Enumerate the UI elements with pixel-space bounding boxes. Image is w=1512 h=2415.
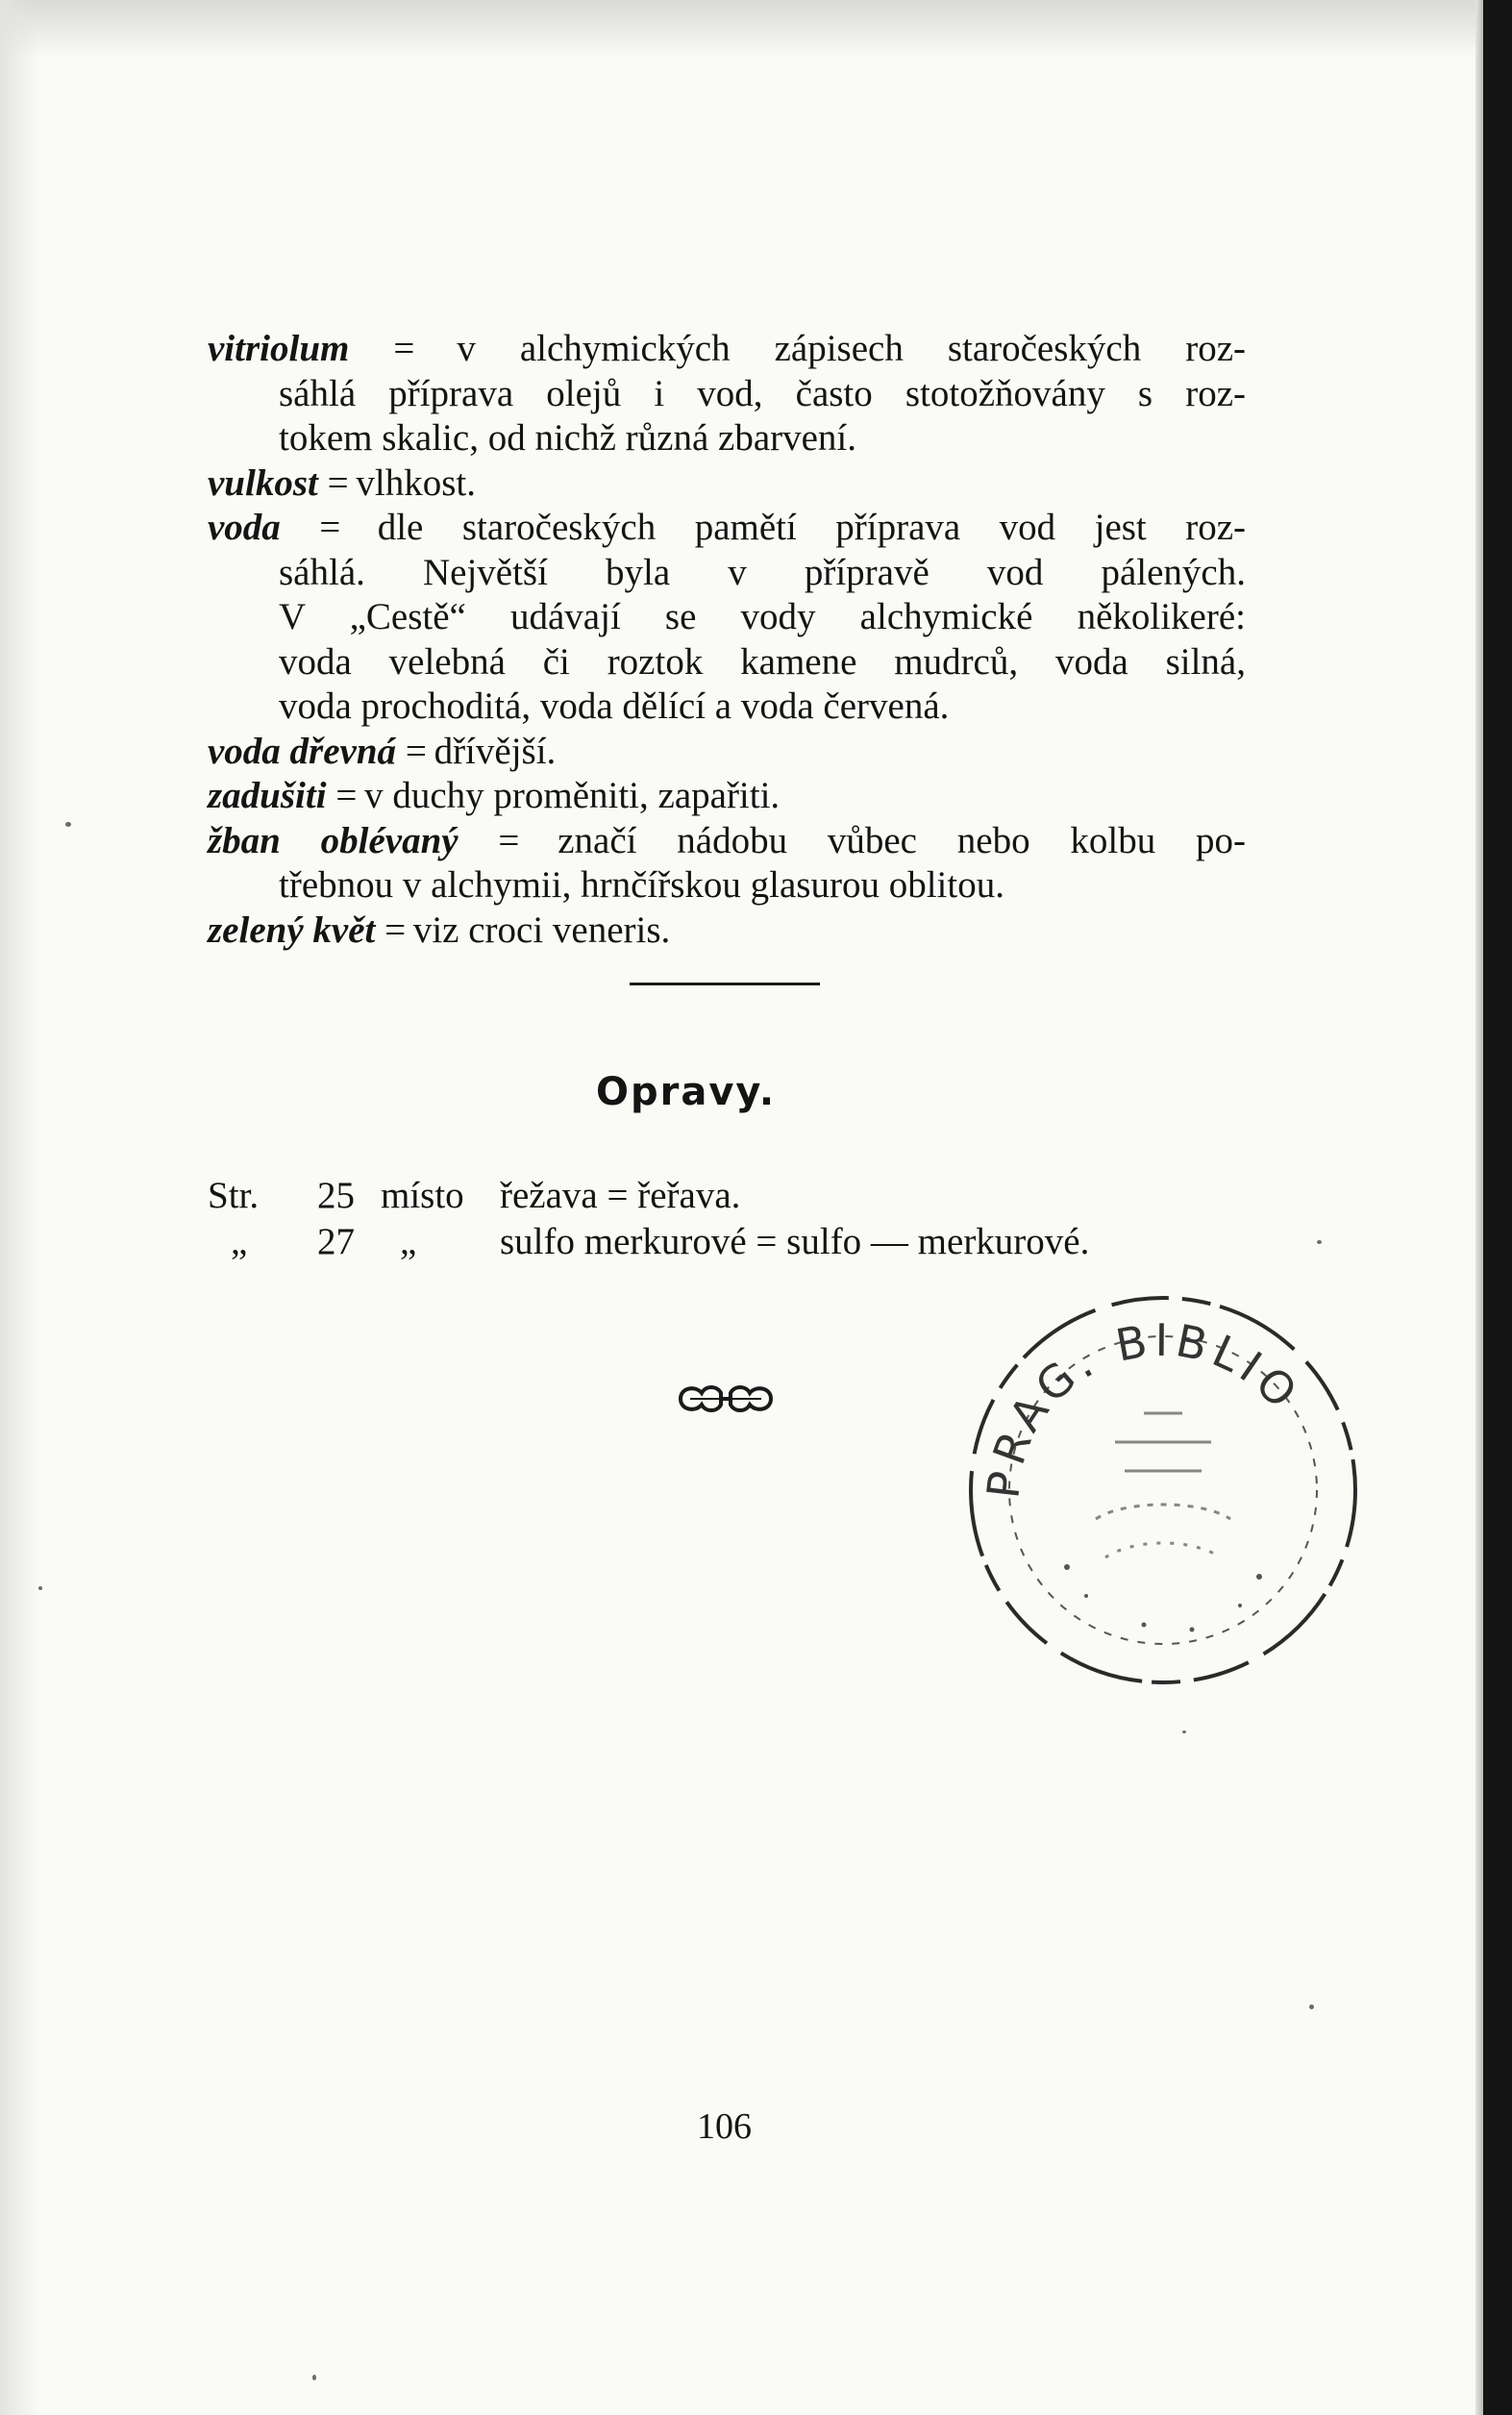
errata-heading: Opravy. [596, 1070, 777, 1114]
equals-sign: = [498, 819, 518, 861]
equals-sign: = [405, 730, 425, 772]
entry-term: vitriolum [208, 328, 350, 369]
glossary-entry-zadusiti [208, 774, 1246, 819]
equals-sign: = [384, 909, 405, 951]
glossary-entry-vulkost [208, 461, 1246, 507]
entry-text: třebnou v alchymii, hrnčířskou glasurou oblitou. [279, 864, 1004, 906]
equals-sign: = [335, 775, 356, 816]
entry-text: vlhkost. [346, 461, 476, 504]
entry-text: dle staročeských pamětí příprava vod jest roz- [338, 507, 1246, 548]
errata-place: místo [381, 1175, 464, 1216]
entry-term: zadušiti [208, 775, 327, 816]
library-stamp [952, 1279, 1375, 1702]
entry-text: v duchy proměniti, zapařiti. [355, 775, 781, 816]
equals-sign: = [393, 328, 413, 369]
glossary-entry-voda [208, 506, 1246, 730]
entry-text: V „Cestě“ udávají se vody alchymické několikeré: [279, 596, 1246, 637]
equals-sign: = [319, 507, 339, 548]
errata-page: 27 [317, 1221, 355, 1262]
page-gutter [1475, 0, 1483, 2415]
glossary [208, 327, 1246, 953]
entry-text: sáhlá příprava olejů i vod, často stotožňovány s roz- [279, 372, 1246, 414]
page-number: 106 [697, 2106, 752, 2147]
errata-correction: sulfo merkurové = sulfo — merkurové. [500, 1221, 1090, 1262]
errata-label: „ [231, 1221, 248, 1262]
section-divider [630, 983, 820, 985]
entry-term: voda [208, 507, 281, 548]
entry-first-line [208, 327, 1246, 372]
entry-text: voda prochoditá, voda dělící a voda červená. [279, 685, 950, 727]
entry-term: žban oblévaný [208, 819, 459, 861]
entry-term: zelený květ [208, 909, 376, 951]
ornament-icon [673, 1380, 779, 1418]
stamp-text: PRAG. BIBLIO [977, 1313, 1311, 1502]
errata-place: „ [400, 1221, 417, 1262]
glossary-entry-voda-drevna [208, 730, 1246, 775]
errata-page: 25 [317, 1175, 355, 1216]
entry-text: značí nádobu vůbec nebo kolbu po- [517, 819, 1246, 861]
entry-text: v alchymických zápisech staročeských roz- [412, 328, 1247, 369]
entry-term: vulkost [208, 461, 318, 504]
svg-text:PRAG. BIBLIO [977, 1314, 1311, 1501]
errata-label: Str. [208, 1175, 260, 1216]
entry-text: dřívější. [424, 730, 557, 772]
page-binding-edge [1483, 0, 1512, 2415]
page-left-shadow [0, 0, 38, 2415]
equals-sign: = [327, 461, 347, 504]
glossary-entry-vitriolum [208, 327, 1246, 461]
glossary-entry-zeleny-kvet [208, 909, 1246, 954]
entry-text: voda velebná či roztok kamene mudrců, voda silná, [279, 640, 1246, 683]
entry-first-line [208, 506, 1246, 551]
entry-text: tokem skalic, od nichž různá zbarvení. [279, 417, 857, 459]
glossary-entry-zban-oblevany [208, 819, 1246, 909]
page-top-shadow [0, 0, 1475, 58]
errata-correction: řežava = řeřava. [500, 1175, 741, 1216]
entry-text: sáhlá. Největší byla v přípravě vod pálených. [279, 551, 1246, 593]
entry-text: viz croci veneris. [404, 909, 671, 951]
entry-term: voda dřevná [208, 730, 397, 772]
entry-first-line [208, 819, 1246, 864]
